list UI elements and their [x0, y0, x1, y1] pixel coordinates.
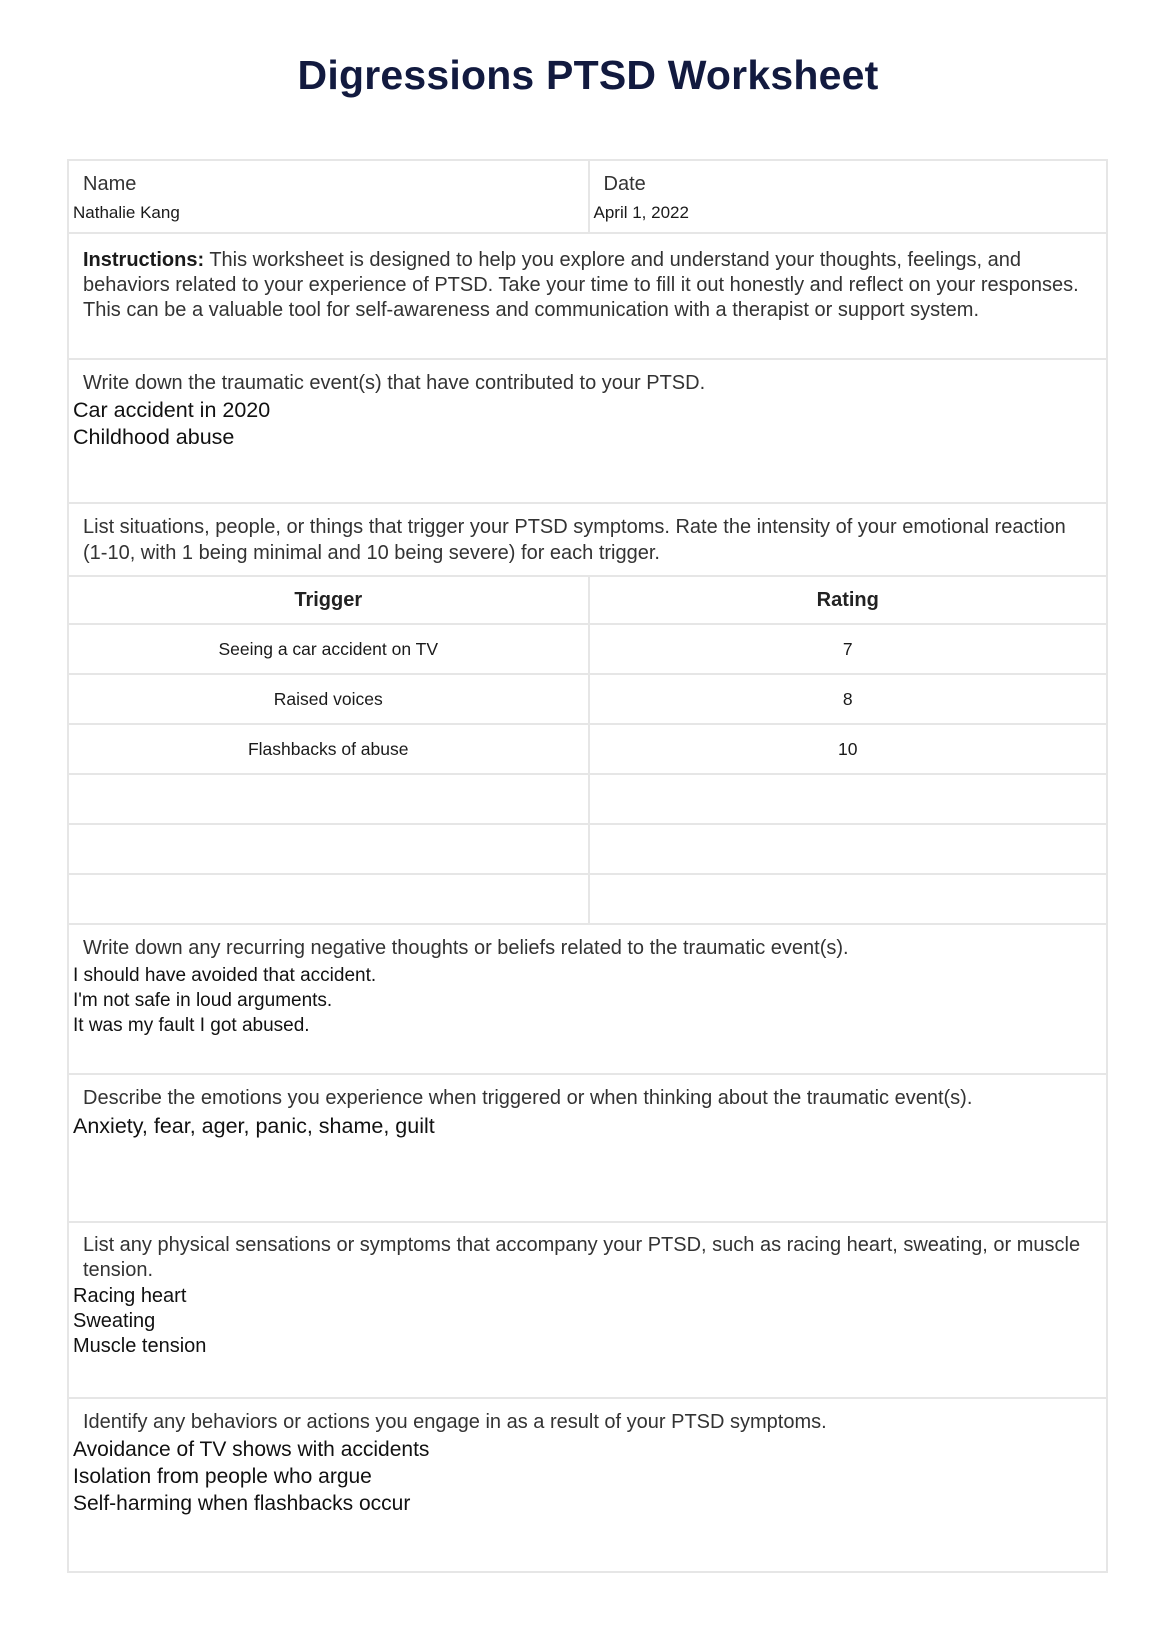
date-cell[interactable]	[588, 161, 1107, 232]
traumatic-events-answer[interactable]	[69, 397, 1106, 451]
column-header-rating: Rating	[588, 577, 1107, 623]
answer-line: Self-harming when flashbacks occur	[73, 1492, 411, 1515]
triggers-section	[69, 504, 1106, 577]
answer-line: I'm not safe in loud arguments.	[73, 990, 333, 1011]
table-row	[69, 625, 1106, 675]
trigger-cell[interactable]: Flashbacks of abuse	[247, 738, 409, 759]
name-cell[interactable]	[69, 161, 588, 232]
traumatic-events-section[interactable]	[69, 360, 1106, 504]
trigger-cell[interactable]: Raised voices	[273, 688, 383, 709]
answer-line: Childhood abuse	[73, 425, 235, 449]
emotions-prompt: Describe the emotions you experience when triggered or when thinking about the traumatic event(s).	[83, 1087, 973, 1109]
trigger-cell[interactable]: Seeing a car accident on TV	[218, 638, 439, 659]
rating-cell[interactable]	[588, 875, 1107, 923]
answer-line: Muscle tension	[73, 1335, 207, 1357]
negative-thoughts-answer[interactable]	[69, 963, 1106, 1038]
negative-thoughts-prompt: Write down any recurring negative thoughts or beliefs related to the traumatic event(s).	[83, 937, 849, 959]
answer-line: I should have avoided that accident.	[73, 965, 377, 986]
answer-line: Anxiety, fear, ager, panic, shame, guilt	[73, 1114, 435, 1138]
rating-cell[interactable]	[588, 825, 1107, 873]
negative-thoughts-section[interactable]	[69, 925, 1106, 1075]
emotions-section[interactable]	[69, 1075, 1106, 1223]
page-title: Digressions PTSD Worksheet	[297, 52, 879, 98]
table-row	[69, 725, 1106, 775]
answer-line: Isolation from people who argue	[73, 1465, 372, 1488]
answer-line: Sweating	[73, 1310, 156, 1332]
name-label: Name	[83, 173, 137, 195]
physical-sensations-section[interactable]	[69, 1223, 1106, 1399]
trigger-cell[interactable]	[69, 875, 588, 923]
triggers-prompt: List situations, people, or things that trigger your PTSD symptoms. Rate the intensity of your emotional reaction (1-10, with 1 being minimal and 10 being severe) for each trigger.	[83, 516, 1066, 564]
emotions-answer[interactable]	[69, 1113, 1106, 1140]
table-row	[69, 675, 1106, 725]
date-field[interactable]: April 1, 2022	[593, 203, 689, 222]
answer-line: Racing heart	[73, 1285, 187, 1307]
name-date-row	[69, 161, 1106, 234]
triggers-table	[69, 577, 1106, 925]
answer-line: Car accident in 2020	[73, 398, 271, 422]
trigger-cell[interactable]	[69, 775, 588, 823]
trigger-cell[interactable]	[69, 825, 588, 873]
rating-cell[interactable]: 10	[588, 725, 1107, 773]
rating-cell[interactable]	[588, 775, 1107, 823]
worksheet	[67, 159, 1108, 1573]
table-row	[69, 875, 1106, 925]
date-label: Date	[603, 173, 646, 195]
physical-sensations-answer[interactable]	[69, 1284, 1106, 1359]
behaviors-section[interactable]	[69, 1399, 1106, 1571]
physical-sensations-prompt: List any physical sensations or symptoms that accompany your PTSD, such as racing heart, sweating, or muscle tension.	[83, 1234, 1081, 1281]
behaviors-answer[interactable]	[69, 1436, 1106, 1517]
table-row	[69, 775, 1106, 825]
instructions-text: This worksheet is designed to help you explore and understand your thoughts, feelings, and behaviors related to your experience of PTSD. Take your time to fill it out honestly and reflect on your responses. This can be a valuable tool for self-awareness and communication with a therapist or support system.	[83, 249, 1079, 321]
column-header-trigger: Trigger	[294, 588, 363, 611]
rating-cell[interactable]: 7	[588, 625, 1107, 673]
answer-line: Avoidance of TV shows with accidents	[73, 1438, 430, 1461]
answer-line: It was my fault I got abused.	[73, 1015, 310, 1036]
name-field[interactable]: Nathalie Kang	[73, 203, 180, 222]
table-row	[69, 825, 1106, 875]
instructions	[69, 234, 1106, 360]
instructions-label: Instructions:	[83, 249, 205, 271]
table-header-row	[69, 577, 1106, 625]
rating-cell[interactable]: 8	[588, 675, 1107, 723]
traumatic-events-prompt: Write down the traumatic event(s) that have contributed to your PTSD.	[83, 372, 706, 394]
behaviors-prompt: Identify any behaviors or actions you engage in as a result of your PTSD symptoms.	[83, 1411, 827, 1433]
